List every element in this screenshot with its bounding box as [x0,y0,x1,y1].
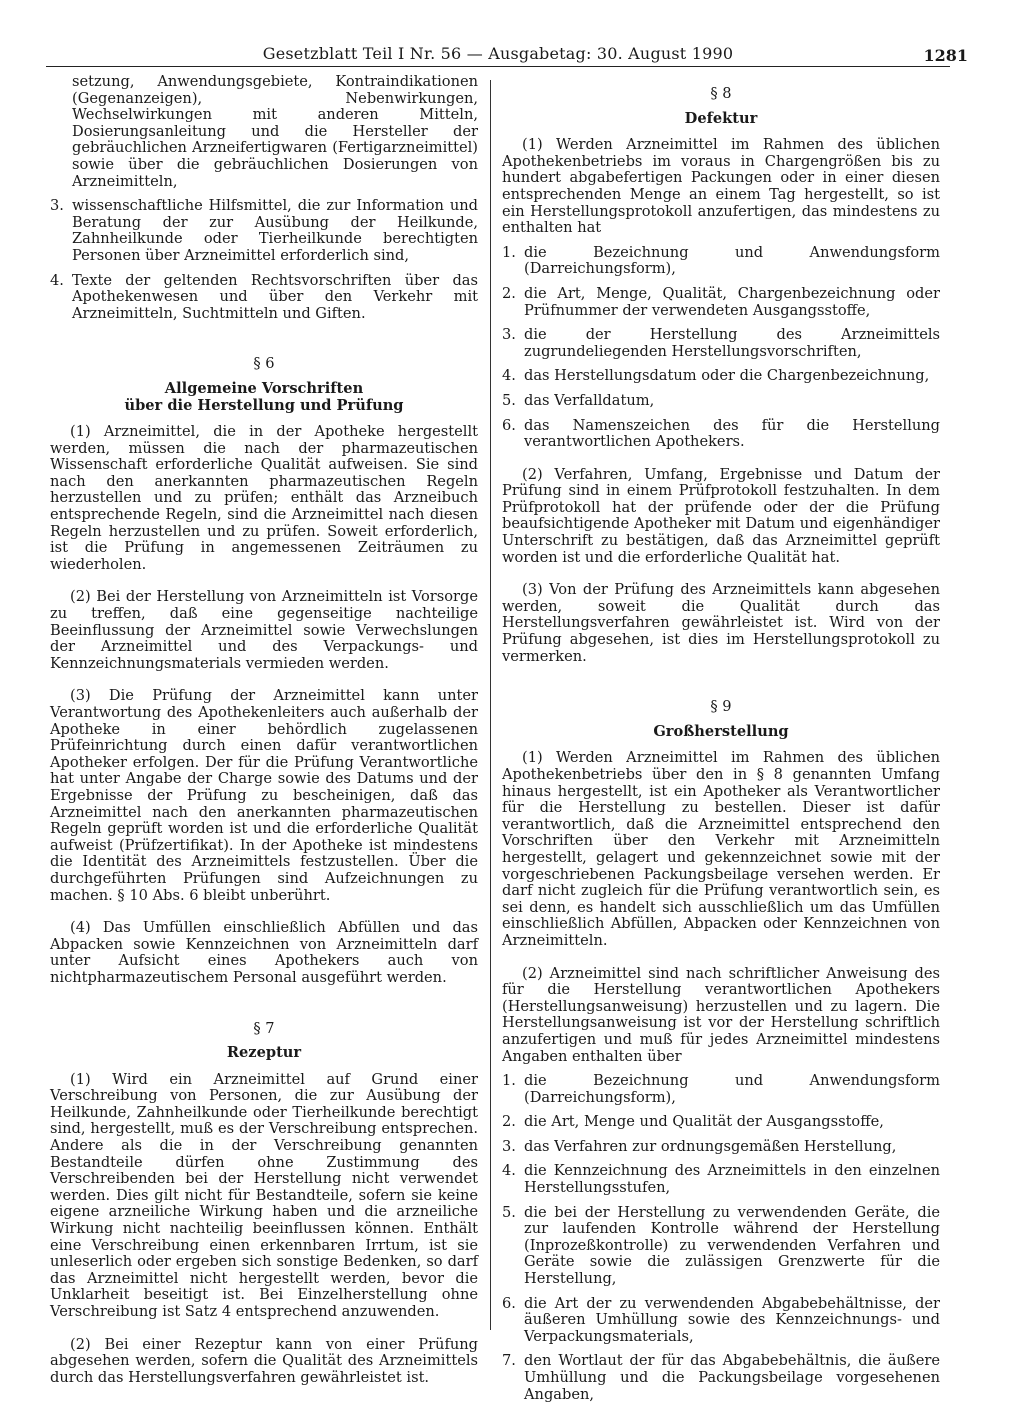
paragraph: (2) Verfahren, Umfang, Ergebnisse und Datum der Prüfung sind in einem Prüfprotokoll festzuhalten. In dem Prüfprotokoll hat der prüfende oder der die Prüfung beaufsichtigende Apotheker mit Datum und eigenhändiger Unterschrift zu bestätigen, daß das Arzneimittel geprüft worden ist und die erforderliche Qualität hat. [502,465,940,566]
column-divider [490,80,491,1330]
list-item-number: 6. [502,1294,516,1312]
list-item-number: 2. [502,1113,516,1131]
list-item [502,1114,940,1131]
list-item-number: 1. [502,243,516,261]
section-6-heading [50,381,478,414]
paragraph: (2) Bei der Herstellung von Arzneimitteln ist Vorsorge zu treffen, daß eine gegenseitige nachteilige Beeinflussung der Arzneimittel sowie Verwechslungen der Arzneimittel und des Verpackungs- und Kennzeichnungsmaterials vermieden werden. [50,588,478,672]
list-item-number: 7. [502,1352,516,1370]
list-item-number: 5. [502,391,516,409]
list-item [502,1353,940,1403]
paragraph: (4) Das Umfüllen einschließlich Abfüllen und das Abpacken sowie Kennzeichnen von Arzneimitteln darf unter Aufsicht eines Apothekers auch von nichtpharmazeutischem Personal ausgeführt werden. [50,919,478,986]
list-item-continuation [50,74,478,190]
list-item-number: 1. [502,1072,516,1090]
list-item [502,1139,940,1156]
list-item-number: 3. [502,1137,516,1155]
list-item-text: das Verfahren zur ordnungsgemäßen Herstellung, [524,1137,897,1155]
list-item-number: 2. [502,284,516,302]
list-item-text: Texte der geltenden Rechtsvorschriften über das Apothekenwesen und über den Verkehr mit Arzneimitteln, Suchtmitteln und Giften. [72,271,478,322]
section-6-title-line1: Allgemeine Vorschriften [164,379,364,397]
section-9-number: § 9 [710,698,732,716]
list-item-text: die Art, Menge, Qualität, Chargenbezeichnung oder Prüfnummer der verwendeten Ausgangsstoffe, [524,284,940,319]
list-item-number: 6. [502,416,516,434]
paragraph: (3) Die Prüfung der Arzneimittel kann unter Verantwortung des Apothekenleiters auch außerhalb der Apotheke in einer behördlich zugelassenen Prüfeinrichtung durch einen dafür verantwortlichen Apotheker erfolgen. Der für die Prüfung Verantwortliche hat unter Angabe der Charge sowie des Datums und der Ergebnisse der Prüfung zu bescheinigen, daß das Arzneimittel nach den anerkannten pharmazeutischen Regeln geprüft worden ist und die erforderliche Qualität aufweist (Prüfzertifikat). In der Apotheke ist mindestens die Identität des Arzneimittels festzustellen. Über die durchgeführten Prüfungen sind Aufzeichnungen zu machen. § 10 Abs. 6 bleibt unberührt. [50,687,478,904]
list-item-number: 4. [502,1162,516,1180]
section-6-number: § 6 [253,355,275,373]
list-item-text: das Verfalldatum, [524,391,655,409]
section-7-number: § 7 [253,1019,275,1037]
list-item-text: die Bezeichnung und Anwendungsform (Darreichungsform), [524,243,940,278]
paragraph: (2) Bei einer Rezeptur kann von einer Prüfung abgesehen werden, sofern die Qualität des Arzneimittels durch das Herstellungsverfahren gewährleistet ist. [50,1335,478,1386]
paragraph: (1) Wird ein Arzneimittel auf Grund einer Verschreibung von Personen, die zur Ausübung der Heilkunde, Zahnheilkunde oder Tierheilkunde berechtigt sind, hergestellt, muß es der Verschreibung entsprechen. Andere als die in der Verschreibung genannten Bestandteile dürfen ohne Zustimmung des Verschreibenden bei der Herstellung nicht verwendet werden. Dies gilt nicht für Bestandteile, sofern sie keine eigene arzneiliche Wirkung haben und die arzneiliche Wirkung nicht nachteilig beeinflussen können. Enthält eine Verschreibung einen erkennbaren Irrtum, ist sie unleserlich oder ergeben sich sonstige Bedenken, so darf das Arzneimittel nicht hergestellt werden, bevor die Unklarheit beseitigt ist. Bei Einzelherstellung ohne Verschreibung ist Satz 4 entsprechend anzuwenden. [50,1070,478,1320]
page-header [46,44,968,67]
list-item-number: 4. [50,271,64,289]
gazette-title: Gesetzblatt Teil I Nr. 56 — Ausgabetag: 30. August 1990 [262,44,734,63]
list-item [502,1205,940,1288]
right-column [502,74,940,1403]
list-item-text: das Herstellungsdatum oder die Chargenbezeichnung, [524,367,930,385]
section-9-title: Großherstellung [653,722,789,740]
list-item-text: die der Herstellung des Arzneimittels zugrundeliegenden Herstellungsvorschriften, [524,326,940,360]
list-item-number: 5. [502,1203,516,1221]
list-item-text: den Wortlaut der für das Abgabebehältnis, die äußere Umhüllung und die Packungsbeilage vorgesehenen Angaben, [524,1352,940,1403]
list-item [502,286,940,319]
paragraph: (2) Arzneimittel sind nach schriftlicher Anweisung des für die Herstellung verantwortlichen Apothekers (Herstellungsanweisung) herzustellen und zu lagern. Die Herstellungsanweisung ist vor der Herstellung schriftlich anzufertigen und muß für jedes Arzneimittel mindestens Angaben enthalten über [502,964,940,1065]
list-item [502,327,940,360]
list-item [502,418,940,451]
section-7-title: Rezeptur [226,1044,302,1062]
list-item-text: die Art, Menge und Qualität der Ausgangsstoffe, [524,1113,884,1131]
list-item-text: die Art der zu verwendenden Abgabebehältnisse, der äußeren Umhüllung sowie des Kennzeichnungs- und Verpackungsmaterials, [524,1294,940,1345]
list-item [502,1296,940,1346]
paragraph: (1) Arzneimittel, die in der Apotheke hergestellt werden, müssen die nach der pharmazeutischen Wissenschaft erforderliche Qualität aufweisen. Sie sind nach den anerkannten pharmazeutischen Regeln herzustellen und zu prüfen; enthält das Arzneibuch entsprechende Regeln, sind die Arzneimittel nach diesen Regeln herzustellen und zu prüfen. Soweit erforderlich, ist die Prüfung in angemessenen Zeiträumen zu wiederholen. [50,423,478,573]
paragraph: (3) Von der Prüfung des Arzneimittels kann abgesehen werden, soweit die Qualität durch das Herstellungsverfahren gewährleistet ist. Wird von der Prüfung abgesehen, ist dies im Herstellungsprotokoll zu vermerken. [502,581,940,665]
list-item-text: das Namenszeichen des für die Herstellung verantwortlichen Apothekers. [524,416,940,451]
list-item [50,273,478,323]
paragraph: (1) Werden Arzneimittel im Rahmen des üblichen Apothekenbetriebs im voraus in Chargengrößen bis zu hundert abgabefertigen Packungen oder in einer diesen entsprechenden Menge an einem Tag hergestellt, so ist ein Herstellungsprotokoll anzufertigen, das mindestens zu enthalten hat [502,136,940,237]
list-item-number: 4. [502,367,516,385]
list-item [50,198,478,264]
list-item [502,1073,940,1106]
section-6-title-line2: über die Herstellung und Prüfung [124,396,404,414]
list-item-number: 3. [502,326,516,344]
list-item-text: wissenschaftliche Hilfsmittel, die zur Information und Beratung der zur Ausübung der Heilkunde, Zahnheilkunde oder Tierheilkunde berechtigten Personen über Arzneimittel erforderlich sind, [72,197,478,264]
list-item [502,245,940,278]
section-8-number: § 8 [710,85,732,102]
page-number: 1281 [923,46,968,65]
list-item [502,393,940,410]
list-item-text: die Kennzeichnung des Arzneimittels in den einzelnen Herstellungsstufen, [524,1162,940,1197]
list-item-text: die Bezeichnung und Anwendungsform (Darreichungsform), [524,1072,940,1106]
list-item-text: setzung, Anwendungsgebiete, Kontraindikationen (Gegenanzeigen), Nebenwirkungen, Wechselwirkungen mit anderen Mitteln, Dosierungsanleitung und die Hersteller der gebräuchlichen Arzneifertigwaren (Fertigarzneimittel) sowie über die gebräuchlichen Dosierungen von Arzneimitteln, [72,73,478,190]
list-item-number: 3. [50,197,64,215]
section-8-title: Defektur [684,109,758,127]
list-item-text: die bei der Herstellung zu verwendenden Geräte, die zur laufenden Kontrolle während der Herstellung (Inprozeßkontrolle) zu verwendenden Verfahren und Geräte sowie die zulässigen Grenzwerte für die Herstellung, [524,1203,940,1288]
list-item [502,1163,940,1196]
left-column [50,74,478,1386]
paragraph: (1) Werden Arzneimittel im Rahmen des üblichen Apothekenbetriebs über den in § 8 genannten Umfang hinaus hergestellt, ist ein Apotheker als Verantwortlicher für die Herstellung zu bestellen. Dieser ist dafür verantwortlich, daß die Arzneimittel entsprechend den Vorschriften über den Verkehr mit Arzneimitteln hergestellt, gelagert und gekennzeichnet sowie mit der vorgeschriebenen Packungsbeilage versehen werden. Er darf nicht zugleich für die Prüfung verantwortlich sein, es sei denn, es handelt sich ausschließlich um das Umfüllen einschließlich Abfüllen, Abpacken oder Kennzeichnen von Arzneimitteln. [502,749,940,949]
list-item [502,368,940,385]
